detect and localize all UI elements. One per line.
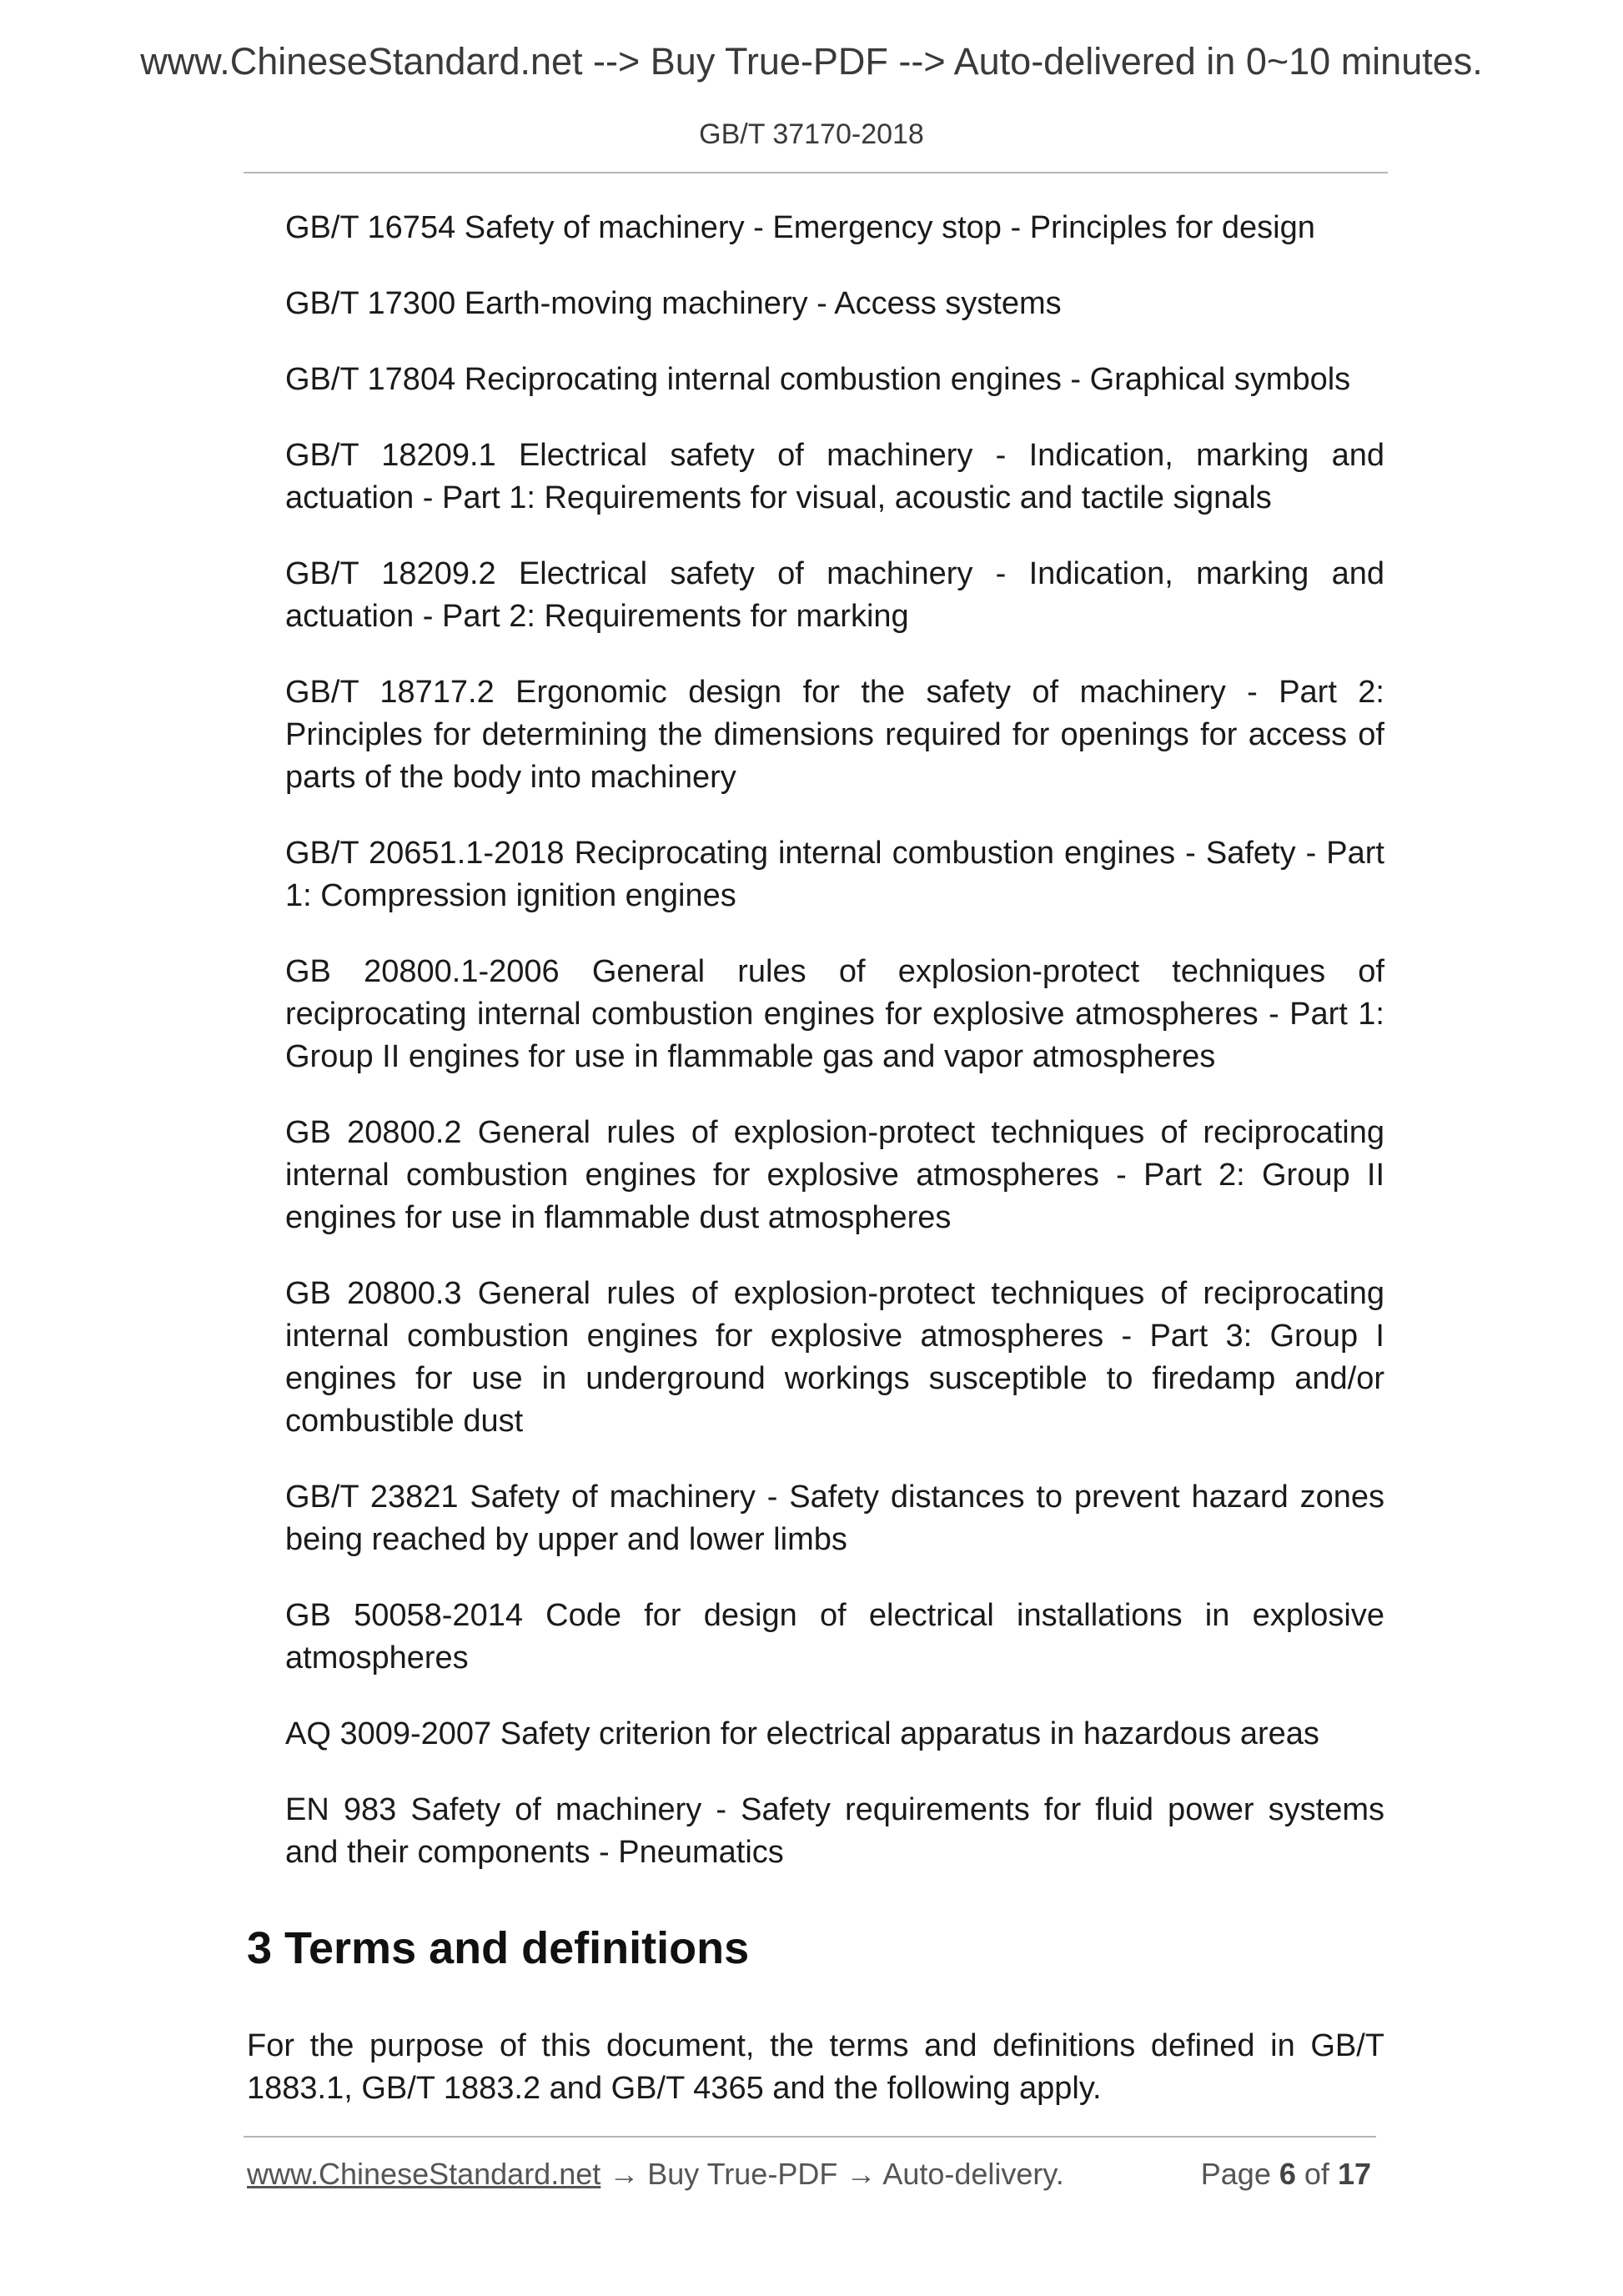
footer-divider <box>244 2136 1376 2138</box>
reference-item: GB 20800.1-2006 General rules of explosion-protect techniques of reciprocating internal combustion engines for explosive atmospheres - Part 1: Group II engines for use in flammable gas and vapor atmospheres <box>285 954 1384 1074</box>
header-divider <box>244 172 1388 173</box>
reference-item: GB/T 20651.1-2018 Reciprocating internal combustion engines - Safety - Part 1: Compression ignition engines <box>285 836 1384 913</box>
reference-item: GB/T 18209.1 Electrical safety of machinery - Indication, marking and actuation - Part 1: Requirements for visual, acoustic and tactile signals <box>285 438 1384 515</box>
normative-references-list <box>285 207 1384 1907</box>
reference-item: GB/T 16754 Safety of machinery - Emergency stop - Principles for design <box>285 210 1315 245</box>
reference-item: GB 50058-2014 Code for design of electrical installations in explosive atmospheres <box>285 1598 1384 1676</box>
reference-item: EN 983 Safety of machinery - Safety requirements for fluid power systems and their components - Pneumatics <box>285 1792 1384 1870</box>
page-current: 6 <box>1279 2157 1296 2191</box>
reference-item: GB 20800.3 General rules of explosion-protect techniques of reciprocating internal combustion engines for explosive atmospheres - Part 3: Group I engines for use in underground workings susceptible to firedamp and/or combustible dust <box>285 1276 1384 1439</box>
page-total: 17 <box>1337 2157 1371 2191</box>
footer-promo <box>247 2157 1064 2192</box>
page-of-label: of <box>1304 2157 1329 2191</box>
reference-item: GB/T 18717.2 Ergonomic design for the safety of machinery - Part 2: Principles for determining the dimensions required for openings for access of parts of the body into machinery <box>285 675 1384 795</box>
page-number <box>1201 2157 1371 2192</box>
reference-item: GB/T 23821 Safety of machinery - Safety distances to prevent hazard zones being reached by upper and lower limbs <box>285 1480 1384 1557</box>
reference-item: GB 20800.2 General rules of explosion-protect techniques of reciprocating internal combustion engines for explosive atmospheres - Part 2: Group II engines for use in flammable dust atmospheres <box>285 1115 1384 1235</box>
footer-site-link[interactable]: www.ChineseStandard.net <box>247 2157 601 2191</box>
reference-item: AQ 3009-2007 Safety criterion for electrical apparatus in hazardous areas <box>285 1716 1319 1751</box>
document-code: GB/T 37170-2018 <box>699 118 924 150</box>
reference-item: GB/T 17804 Reciprocating internal combustion engines - Graphical symbols <box>285 362 1351 397</box>
footer-promo-text: → Buy True-PDF → Auto-delivery. <box>600 2157 1064 2191</box>
top-banner[interactable]: www.ChineseStandard.net --> Buy True-PDF --> Auto-delivered in 0~10 minutes. <box>140 40 1483 83</box>
section-intro-paragraph: For the purpose of this document, the terms and definitions defined in GB/T 1883.1, GB/T 1883.2 and GB/T 4365 and the following apply. <box>247 2028 1384 2106</box>
page-label: Page <box>1200 2157 1271 2191</box>
reference-item: GB/T 17300 Earth-moving machinery - Access systems <box>285 286 1062 321</box>
reference-item: GB/T 18209.2 Electrical safety of machinery - Indication, marking and actuation - Part 2: Requirements for marking <box>285 556 1384 634</box>
page-footer <box>247 2157 1379 2195</box>
section-heading: 3 Terms and definitions <box>247 1923 750 1973</box>
